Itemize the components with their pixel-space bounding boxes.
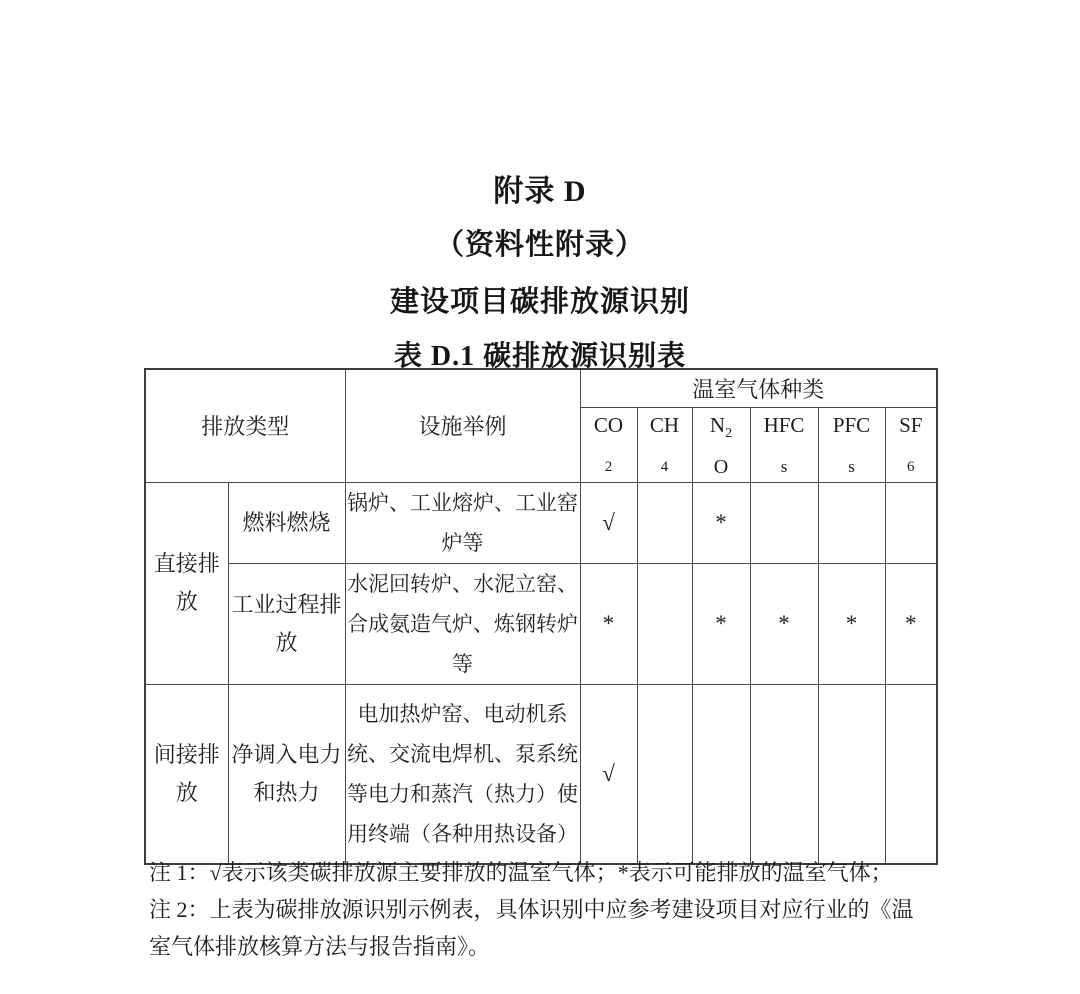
gas-symbol: SF	[899, 412, 923, 437]
mark-cell-sf6: *	[885, 563, 937, 684]
table-row-fuel-combustion	[145, 482, 937, 563]
gas-symbol: CH	[649, 412, 680, 437]
doc-title: 建设项目碳排放源识别	[389, 286, 690, 318]
mark-cell-sf6	[885, 684, 937, 864]
emission-source-table	[144, 368, 938, 865]
gas-col-pfcs	[818, 407, 885, 482]
gas-col-sf6	[885, 407, 937, 482]
mark-cell-ch4	[637, 482, 692, 563]
mark-cell-n2o: *	[692, 482, 750, 563]
ghg-types-header: 温室气体种类	[580, 369, 937, 407]
category-cell: 净调入电力和热力	[228, 684, 345, 864]
gas-symbol: CO	[593, 412, 624, 437]
gas-symbol-line2: 6	[907, 459, 915, 476]
gas-symbol: $N_2$	[709, 412, 733, 442]
mark-cell-sf6	[885, 482, 937, 563]
mark-cell-co2: √	[580, 482, 637, 563]
mark-cell-hfcs	[750, 684, 818, 864]
mark-cell-hfcs: *	[750, 563, 818, 684]
appendix-title: 附录 D	[493, 175, 587, 208]
gas-symbol-line2: 2	[604, 459, 613, 476]
mark-cell-pfcs: *	[818, 563, 885, 684]
mark-cell-n2o	[692, 684, 750, 864]
mark-cell-hfcs	[750, 482, 818, 563]
gas-symbol-line2: 4	[660, 459, 669, 476]
emission-type-header: 排放类型	[145, 369, 345, 482]
group-cell-direct: 直接排放	[145, 482, 228, 684]
category-cell: 工业过程排放	[228, 563, 345, 684]
gas-col-n2o	[692, 407, 750, 482]
table-row-indirect-emission	[145, 684, 937, 864]
gas-symbol: PFC	[832, 412, 871, 437]
gas-col-co2	[580, 407, 637, 482]
gas-col-hfcs	[750, 407, 818, 482]
header-row-1	[145, 369, 937, 407]
facilities-cell: 水泥回转炉、水泥立窑、合成氨造气炉、炼钢转炉等	[345, 563, 580, 684]
mark-cell-n2o: *	[692, 563, 750, 684]
facility-examples-header: 设施举例	[345, 369, 580, 482]
table-row-industrial-process	[145, 563, 937, 684]
mark-cell-co2: *	[580, 563, 637, 684]
gas-symbol-line2: s	[780, 457, 788, 477]
mark-cell-ch4	[637, 563, 692, 684]
gas-symbol-line2: s	[848, 457, 855, 477]
table-caption: 表 D.1 碳排放源识别表	[393, 341, 687, 372]
group-cell-indirect: 间接排放	[145, 684, 228, 864]
table-notes	[149, 854, 935, 965]
mark-cell-pfcs	[818, 482, 885, 563]
facilities-cell: 电加热炉窑、电动机系统、交流电焊机、泵系统等电力和蒸汽（热力）使用终端（各种用热设备）	[345, 684, 580, 864]
mark-cell-pfcs	[818, 684, 885, 864]
category-cell: 燃料燃烧	[228, 482, 345, 563]
facilities-cell: 锅炉、工业熔炉、工业窑炉等	[345, 482, 580, 563]
gas-symbol: HFC	[763, 412, 805, 437]
note-2: 注 2：上表为碳排放源识别示例表，具体识别中应参考建设项目对应行业的《温室气体排放核算方法与报告指南》。	[149, 897, 914, 959]
gas-symbol-line2: O	[713, 456, 729, 479]
gas-col-ch4	[637, 407, 692, 482]
appendix-subtitle: （资料性附录）	[434, 229, 645, 261]
mark-cell-ch4	[637, 684, 692, 864]
note-1: 注 1：√表示该类碳排放源主要排放的温室气体；*表示可能排放的温室气体；	[149, 860, 893, 885]
mark-cell-co2: √	[580, 684, 637, 864]
